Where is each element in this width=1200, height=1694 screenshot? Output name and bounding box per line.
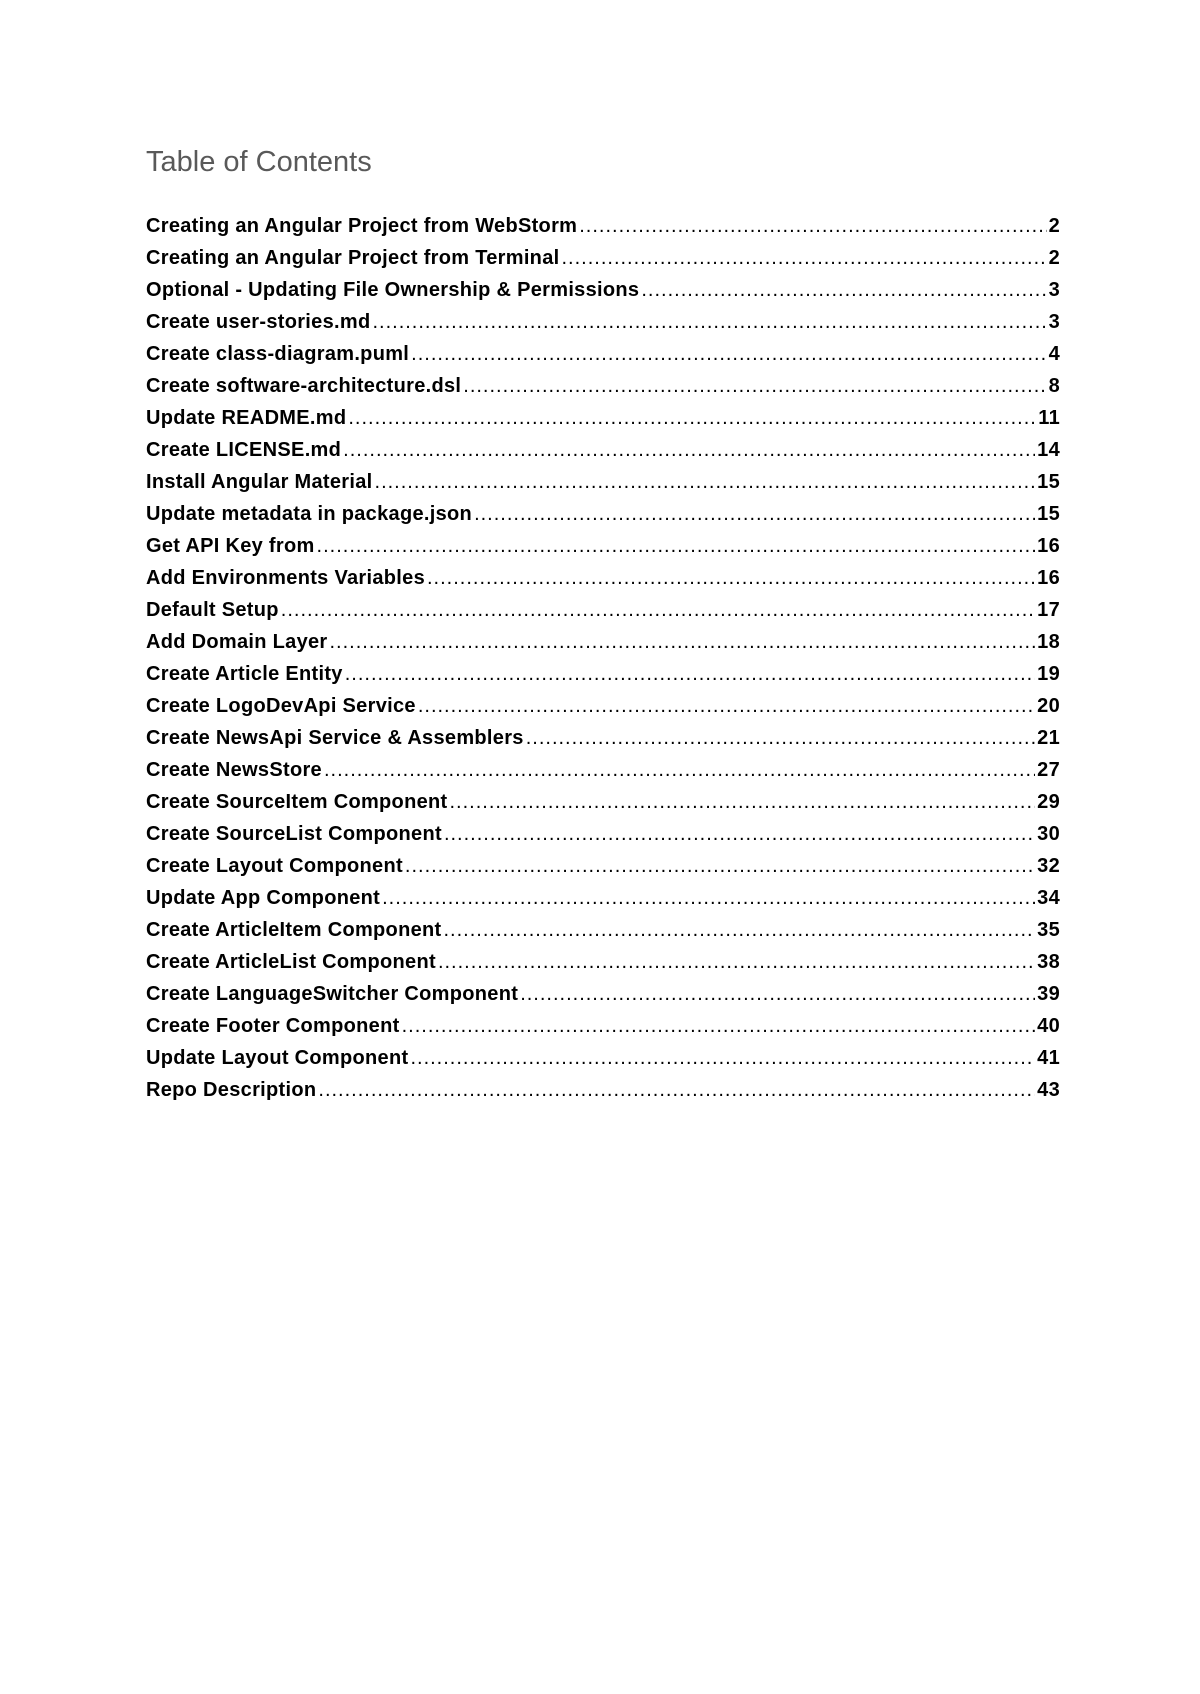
toc-page-number: 18 [1037, 631, 1060, 653]
toc-entry[interactable] [146, 1074, 1060, 1106]
toc-entry[interactable] [146, 594, 1060, 626]
toc-dot-leader [444, 818, 1035, 850]
toc-entry-label: Update metadata in package.json [146, 503, 473, 525]
toc-entry[interactable] [146, 434, 1060, 466]
toc-dot-leader [579, 210, 1046, 242]
toc-dot-leader [410, 1042, 1035, 1074]
toc-entry[interactable] [146, 242, 1060, 274]
toc-heading: Table of Contents [146, 146, 372, 178]
toc-dot-leader [520, 978, 1035, 1010]
toc-entry-label: Default Setup [146, 599, 279, 621]
toc-entry-label: Get API Key from [146, 535, 315, 557]
toc-entry-label: Create Footer Component [146, 1015, 400, 1037]
toc-entry-label: Repo Description [146, 1079, 317, 1101]
toc-entry[interactable] [146, 498, 1060, 530]
toc-page-number: 27 [1037, 759, 1060, 781]
toc-entry-label: Create user-stories.md [146, 311, 371, 333]
toc-entry[interactable] [146, 690, 1060, 722]
toc-page-number: 21 [1037, 727, 1060, 749]
toc-entry[interactable] [146, 658, 1060, 690]
toc-entry[interactable] [146, 466, 1060, 498]
toc-dot-leader [318, 1074, 1035, 1106]
toc-dot-leader [330, 626, 1036, 658]
toc-dot-leader [427, 562, 1035, 594]
toc-dot-leader [343, 434, 1035, 466]
toc-page-number: 32 [1037, 855, 1060, 877]
toc-page-number: 8 [1048, 375, 1060, 397]
toc-entry[interactable] [146, 1010, 1060, 1042]
toc-page-number: 2 [1048, 215, 1060, 237]
toc-entry-label: Create LICENSE.md [146, 439, 342, 461]
toc-page-number: 38 [1037, 951, 1060, 973]
toc-page-number: 3 [1048, 311, 1060, 333]
toc-entry-label: Create ArticleItem Component [146, 919, 442, 941]
toc-dot-leader [382, 882, 1035, 914]
toc-dot-leader [324, 754, 1035, 786]
toc-entry[interactable] [146, 978, 1060, 1010]
toc-page-number: 15 [1037, 471, 1060, 493]
toc-dot-leader [317, 530, 1036, 562]
toc-entry[interactable] [146, 370, 1060, 402]
toc-entry[interactable] [146, 562, 1060, 594]
toc-entry-label: Optional - Updating File Ownership & Permissions [146, 279, 640, 301]
toc-entry[interactable] [146, 402, 1060, 434]
toc-page-number: 40 [1037, 1015, 1060, 1037]
toc-entry[interactable] [146, 818, 1060, 850]
toc-entry-label: Create class-diagram.puml [146, 343, 410, 365]
toc-entry-label: Add Domain Layer [146, 631, 328, 653]
toc-page-number: 3 [1048, 279, 1060, 301]
toc-entry-label: Add Environments Variables [146, 567, 425, 589]
toc-entry-label: Create ArticleList Component [146, 951, 436, 973]
toc-entry[interactable] [146, 530, 1060, 562]
toc-page-number: 17 [1037, 599, 1060, 621]
toc-dot-leader [474, 498, 1035, 530]
toc-entry[interactable] [146, 274, 1060, 306]
toc-page-number: 39 [1037, 983, 1060, 1005]
toc-entry-label: Create NewsApi Service & Assemblers [146, 727, 524, 749]
toc-entry-label: Create Article Entity [146, 663, 343, 685]
toc-page-number: 43 [1037, 1079, 1060, 1101]
toc-entry-label: Create SourceItem Component [146, 791, 448, 813]
toc-page-number: 4 [1048, 343, 1060, 365]
toc-dot-leader [438, 946, 1035, 978]
toc-dot-leader [444, 914, 1036, 946]
toc-page-number: 35 [1037, 919, 1060, 941]
toc-entry-label: Creating an Angular Project from WebStorm [146, 215, 578, 237]
toc-entry[interactable] [146, 850, 1060, 882]
toc-dot-leader [561, 242, 1046, 274]
toc-entry-label: Create SourceList Component [146, 823, 442, 845]
toc-dot-leader [345, 658, 1035, 690]
toc-dot-leader [411, 338, 1046, 370]
toc-page-number: 15 [1037, 503, 1060, 525]
toc-entry-label: Install Angular Material [146, 471, 373, 493]
toc-dot-leader [402, 1010, 1036, 1042]
toc-page-number: 11 [1038, 407, 1060, 429]
toc-dot-leader [375, 466, 1036, 498]
toc-dot-leader [348, 402, 1036, 434]
toc-entry[interactable] [146, 210, 1060, 242]
toc-entry-label: Create LanguageSwitcher Component [146, 983, 519, 1005]
table-of-contents [146, 142, 1060, 1106]
toc-entry-label: Create software-architecture.dsl [146, 375, 462, 397]
toc-entry-label: Create NewsStore [146, 759, 322, 781]
toc-page-number: 16 [1037, 567, 1060, 589]
toc-page-number: 41 [1037, 1047, 1060, 1069]
toc-entry-label: Update App Component [146, 887, 381, 909]
toc-dot-leader [405, 850, 1035, 882]
toc-entry-label: Update Layout Component [146, 1047, 409, 1069]
toc-dot-leader [463, 370, 1046, 402]
toc-entry[interactable] [146, 914, 1060, 946]
toc-entry[interactable] [146, 882, 1060, 914]
toc-dot-leader [418, 690, 1035, 722]
toc-entry-list [146, 210, 1060, 1106]
toc-entry[interactable] [146, 946, 1060, 978]
toc-entry[interactable] [146, 754, 1060, 786]
toc-entry-label: Creating an Angular Project from Terminal [146, 247, 560, 269]
toc-entry[interactable] [146, 306, 1060, 338]
toc-entry[interactable] [146, 1042, 1060, 1074]
toc-entry-label: Create LogoDevApi Service [146, 695, 416, 717]
toc-dot-leader [641, 274, 1046, 306]
toc-dot-leader [450, 786, 1036, 818]
toc-page-number: 14 [1037, 439, 1060, 461]
toc-page-number: 34 [1037, 887, 1060, 909]
toc-page-number: 19 [1037, 663, 1060, 685]
toc-page-number: 2 [1048, 247, 1060, 269]
toc-page-number: 16 [1037, 535, 1060, 557]
toc-entry[interactable] [146, 626, 1060, 658]
toc-entry[interactable] [146, 722, 1060, 754]
toc-entry[interactable] [146, 786, 1060, 818]
toc-page-number: 30 [1037, 823, 1060, 845]
toc-dot-leader [526, 722, 1035, 754]
toc-entry-label: Create Layout Component [146, 855, 403, 877]
toc-entry[interactable] [146, 338, 1060, 370]
toc-dot-leader [372, 306, 1046, 338]
toc-page-number: 29 [1037, 791, 1060, 813]
toc-entry-label: Update README.md [146, 407, 347, 429]
toc-dot-leader [281, 594, 1035, 626]
toc-page-number: 20 [1037, 695, 1060, 717]
